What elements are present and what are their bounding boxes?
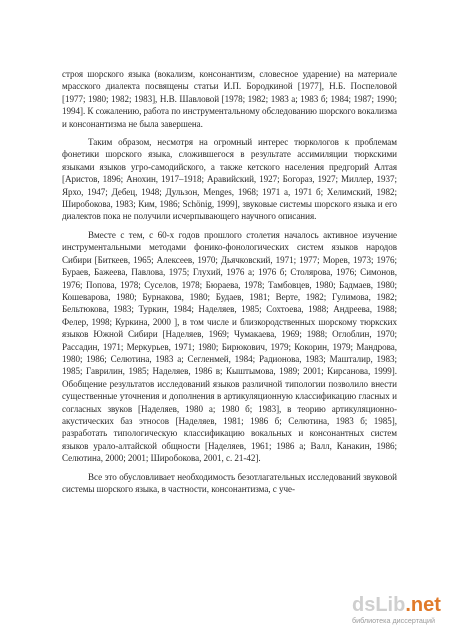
paragraph-4: Все это обусловливает необходимость безотлагательных исследований звуковой системы шорского языка, в частности, консонантизма, с уче- [62, 471, 397, 494]
watermark-subtitle: библиотека диссертаций [352, 616, 436, 625]
document-body [62, 68, 397, 501]
paragraph-2: Таким образом, несмотря на огромный интерес тюркологов к проблемам фонетики шорского языка, сложившегося в результате ассимиляции тюркскими языками языков угро-самодийского, а также кетского населения предгорий Алтая [Аристов, 1896; Анохин, 1917–1918; Аравийский, 1927; Богораз, 1927; Миллер, 1937; Ярхо, 1947; Дебец, 1948; Дульзон, Menges, 1968; 1971 а, 1971 б; Хелимский, 1982; Широбокова, 1983; Ким, 1986; Schönig, 1999], звуковые системы шорского языка и его диалектов пока не получили исчерпывающего научного описания. [62, 137, 397, 222]
dslib-logo [352, 594, 441, 616]
dslib-watermark [352, 594, 442, 628]
paragraph-1: строя шорского языка (вокализм, консонантизм, словесное ударение) на материале мрасского диалекта посвящены статьи И.П. Бородкиной [1977], Н.Б. Поспеловой [1977; 1980; 1982; 1983], Н.В. Шавловой [1978; 1982; 1983 а; 1983 б; 1984; 1987; 1990; 1994]. К сожалению, работа по инструментальному обследованию шорского вокализма и консонантизма не была завершена. [62, 69, 397, 129]
logo-accent-text: .net [405, 594, 441, 616]
paragraph-3: Вместе с тем, с 60-х годов прошлого столетия началось активное изучение инструментальными методами фонико-фонологических систем языков народов Сибири [Биткеев, 1965; Алексеев, 1970; Дьячковский, 1971; 1977; Морев, 1973; 1976; Бураев, Бажеева, Павлова, 1975; Глухий, 1976 а; 1976 б; Столярова, 1976; Симонов, 1976; Попова, 1978; Суселов, 1978; Бюраева, 1978; Тамбовцев, 1980; Бадмаев, 1980; Кошеварова, 1980; Бурнакова, 1980; Будаев, 1981; Верте, 1982; Гулимова, 1982; Бельтюкова, 1983; Туркин, 1984; Наделяев, 1985; Сохтоева, 1988; Андреева, 1988; Фелер, 1998; Куркина, 2000 ], в том числе и близкородственных шорскому тюркских языков Южной Сибири [Наделяев, 1969; Чумакаева, 1969; 1988; Оглоблин, 1970; Рассадин, 1971; Меркурьев, 1971; 1980; Бирюкович, 1979; Кокорин, 1979; Мандрова, 1980; 1986; Селютина, 1983 а; Сегленмей, 1984; Радионова, 1983; Машталир, 1983; 1985; Гаврилин, 1985; Наделяев, 1986 в; Кыштымова, 1989; 2001; Кирсанова, 1999]. Обобщение результатов исследований языков различной типологии позволило внести существенные уточнения и дополнения в артикуляционную классификацию гласных и согласных звуков [Наделяев, 1980 а; 1980 б; 1983], в теорию артикуляционно-акустических баз этносов [Наделяев, 1981; 1986 б; Селютина, 1983 б; 1985], разработать типологическую классификацию вокальных и консонантных систем языков урало-алтайской общности [Наделяев, 1961; 1986 а; Валл, Канакин, 1986; Селютина, 2000; 2001; Широбокова, 2001, с. 21-42]. [62, 229, 397, 464]
logo-main-text: dsLib [352, 594, 406, 616]
